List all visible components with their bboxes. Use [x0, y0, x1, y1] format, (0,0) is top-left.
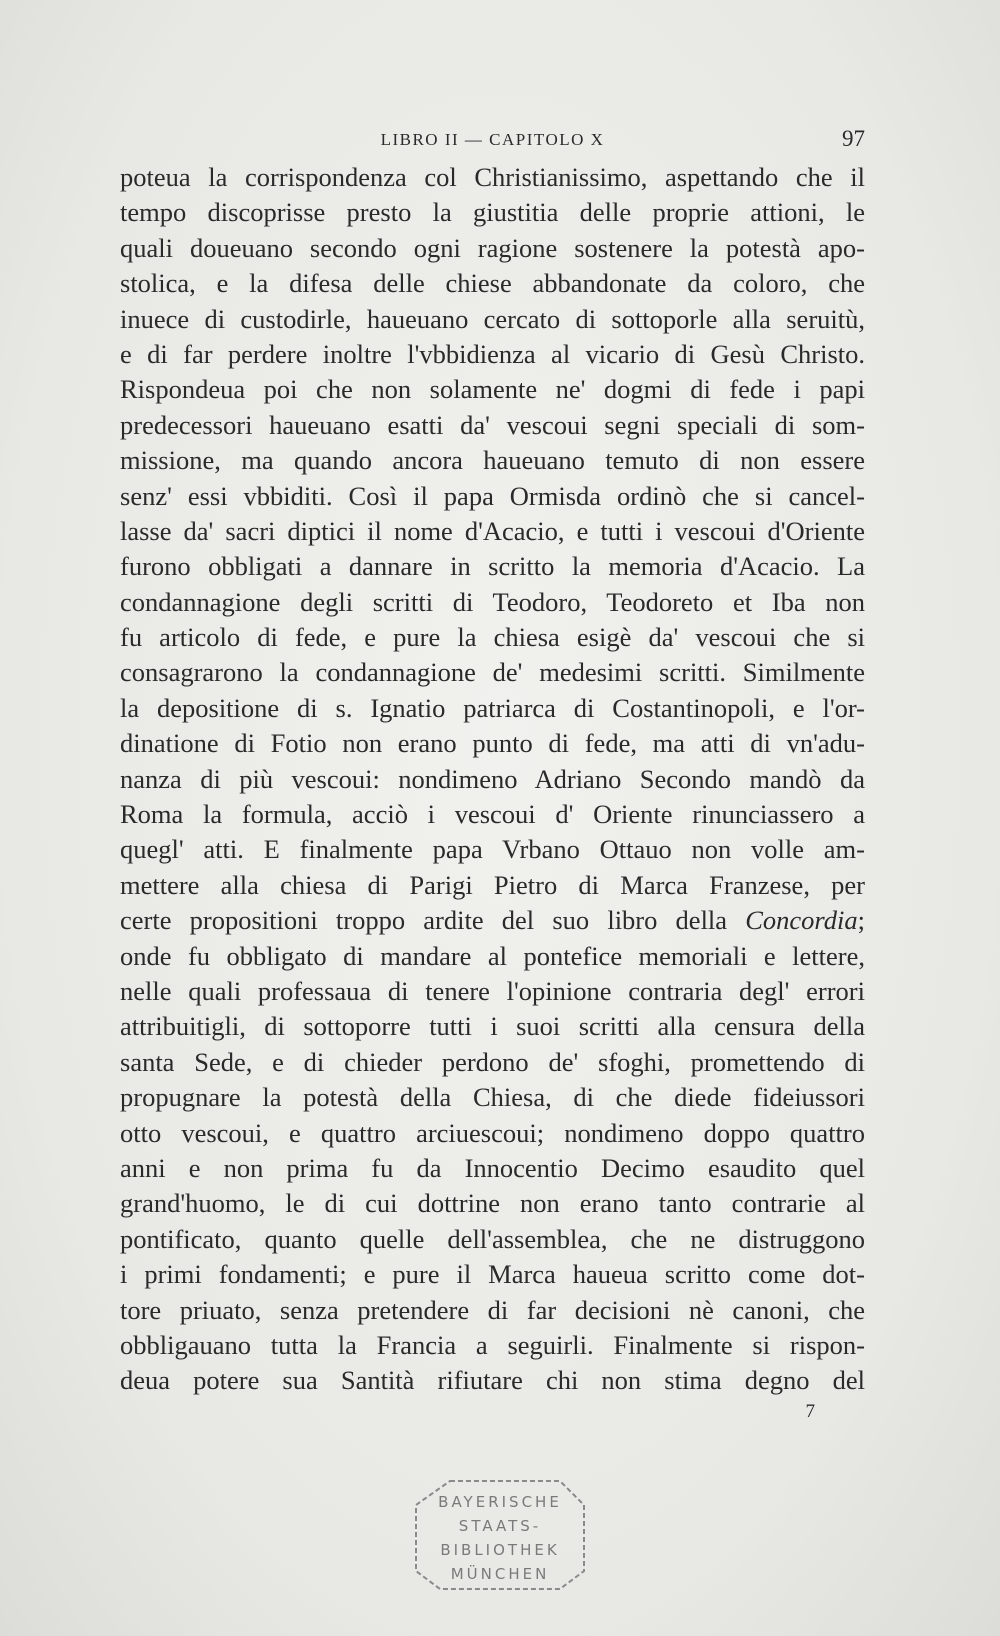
text-line: attribuitigli, di sottoporre tutti i suoi scritti alla censura della — [120, 1011, 865, 1042]
text-line: quegl' atti. E finalmente papa Vrbano Ottauo non volle am- — [120, 834, 865, 865]
text-line: senz' essi vbbiditi. Così il papa Ormisda ordinò che si cancel- — [120, 480, 865, 511]
text-line: lasse da' sacri diptici il nome d'Acacio, e tutti i vescoui d'Oriente — [120, 515, 865, 546]
text-line: i primi fondamenti; e pure il Marca haueua scritto come dot- — [120, 1259, 865, 1290]
text-line: otto vescoui, e quattro arciuescoui; nondimeno doppo quattro — [120, 1117, 865, 1148]
stamp-line: BAYERISCHE — [438, 1493, 562, 1511]
text-line: santa Sede, e di chieder perdono de' sfoghi, promettendo di — [120, 1046, 865, 1077]
text-line: fu articolo di fede, e pure la chiesa esigè da' vescoui che si — [120, 622, 865, 653]
text-line: furono obbligati a dannare in scritto la memoria d'Acacio. La — [120, 551, 865, 582]
text-line: dinatione di Fotio non erano punto di fede, ma atti di vn'adu- — [120, 728, 865, 759]
text-line: nelle quali professaua di tenere l'opinione contraria degl' errori — [120, 975, 865, 1006]
text-line: propugnare la potestà della Chiesa, di che diede fideiussori — [120, 1082, 865, 1113]
text-line: Roma la formula, acciò i vescoui d' Oriente rinunciassero a — [120, 799, 865, 830]
text-line: consagrarono la condannagione de' medesimi scritti. Similmente — [120, 657, 865, 688]
text-line: condannagione degli scritti di Teodoro, Teodoreto et Iba non — [120, 586, 865, 617]
text-line: stolica, e la difesa delle chiese abbandonate da coloro, che — [120, 268, 865, 299]
text-line: mettere alla chiesa di Parigi Pietro di Marca Franzese, per — [120, 869, 865, 900]
running-title: LIBRO II — CAPITOLO X — [380, 130, 605, 149]
text-line: predecessori haueuano esatti da' vescoui segni speciali di som- — [120, 409, 865, 440]
text-line: la depositione di s. Ignatio patriarca di Costantinopoli, e l'or- — [120, 692, 865, 723]
text-line: Rispondeua poi che non solamente ne' dogmi di fede i papi — [120, 374, 865, 405]
text-line: obbligauano tutta la Francia a seguirli. Finalmente si rispon- — [120, 1329, 865, 1360]
text-line: tempo discoprisse presto la giustitia delle proprie attioni, le — [120, 197, 865, 228]
text-line: poteua la corrispondenza col Christianissimo, aspettando che il — [120, 162, 865, 192]
text-line: quali doueuano secondo ogni ragione sostenere la potestà apo- — [120, 232, 865, 263]
text-line: e di far perdere inoltre l'vbbidienza al vicario di Gesù Christo. — [120, 338, 865, 369]
library-stamp — [410, 1475, 590, 1595]
stamp-line: STAATS- — [458, 1517, 542, 1535]
text-line: missione, ma quando ancora haueuano temuto di non essere — [120, 445, 865, 476]
text-line: grand'huomo, le di cui dottrine non erano tanto contrarie al — [120, 1188, 865, 1219]
text-line: certe propositioni troppo ardite del suo libro della Concordia; — [120, 905, 865, 936]
stamp-line: BIBLIOTHEK — [440, 1541, 560, 1559]
signature-mark: 7 — [805, 1401, 815, 1422]
text-line: inuece di custodirle, haueuano cercato di sottoporle alla seruitù, — [120, 303, 865, 334]
text-line: anni e non prima fu da Innocentio Decimo esaudito quel — [120, 1152, 865, 1183]
running-head — [120, 126, 865, 152]
body-text — [120, 160, 865, 1399]
stamp-line: MÜNCHEN — [450, 1565, 550, 1583]
text-line: onde fu obbligato di mandare al pontefice memoriali e lettere, — [120, 940, 865, 971]
text-line: tore priuato, senza pretendere di far decisioni nè canoni, che — [120, 1294, 865, 1325]
text-line: deua potere sua Santità rifiutare chi non stima degno del — [120, 1365, 865, 1396]
text-line: pontificato, quanto quelle dell'assemblea, che ne distruggono — [120, 1223, 865, 1254]
page-number: 97 — [842, 126, 865, 151]
text-line: nanza di più vescoui: nondimeno Adriano Secondo mandò da — [120, 763, 865, 794]
